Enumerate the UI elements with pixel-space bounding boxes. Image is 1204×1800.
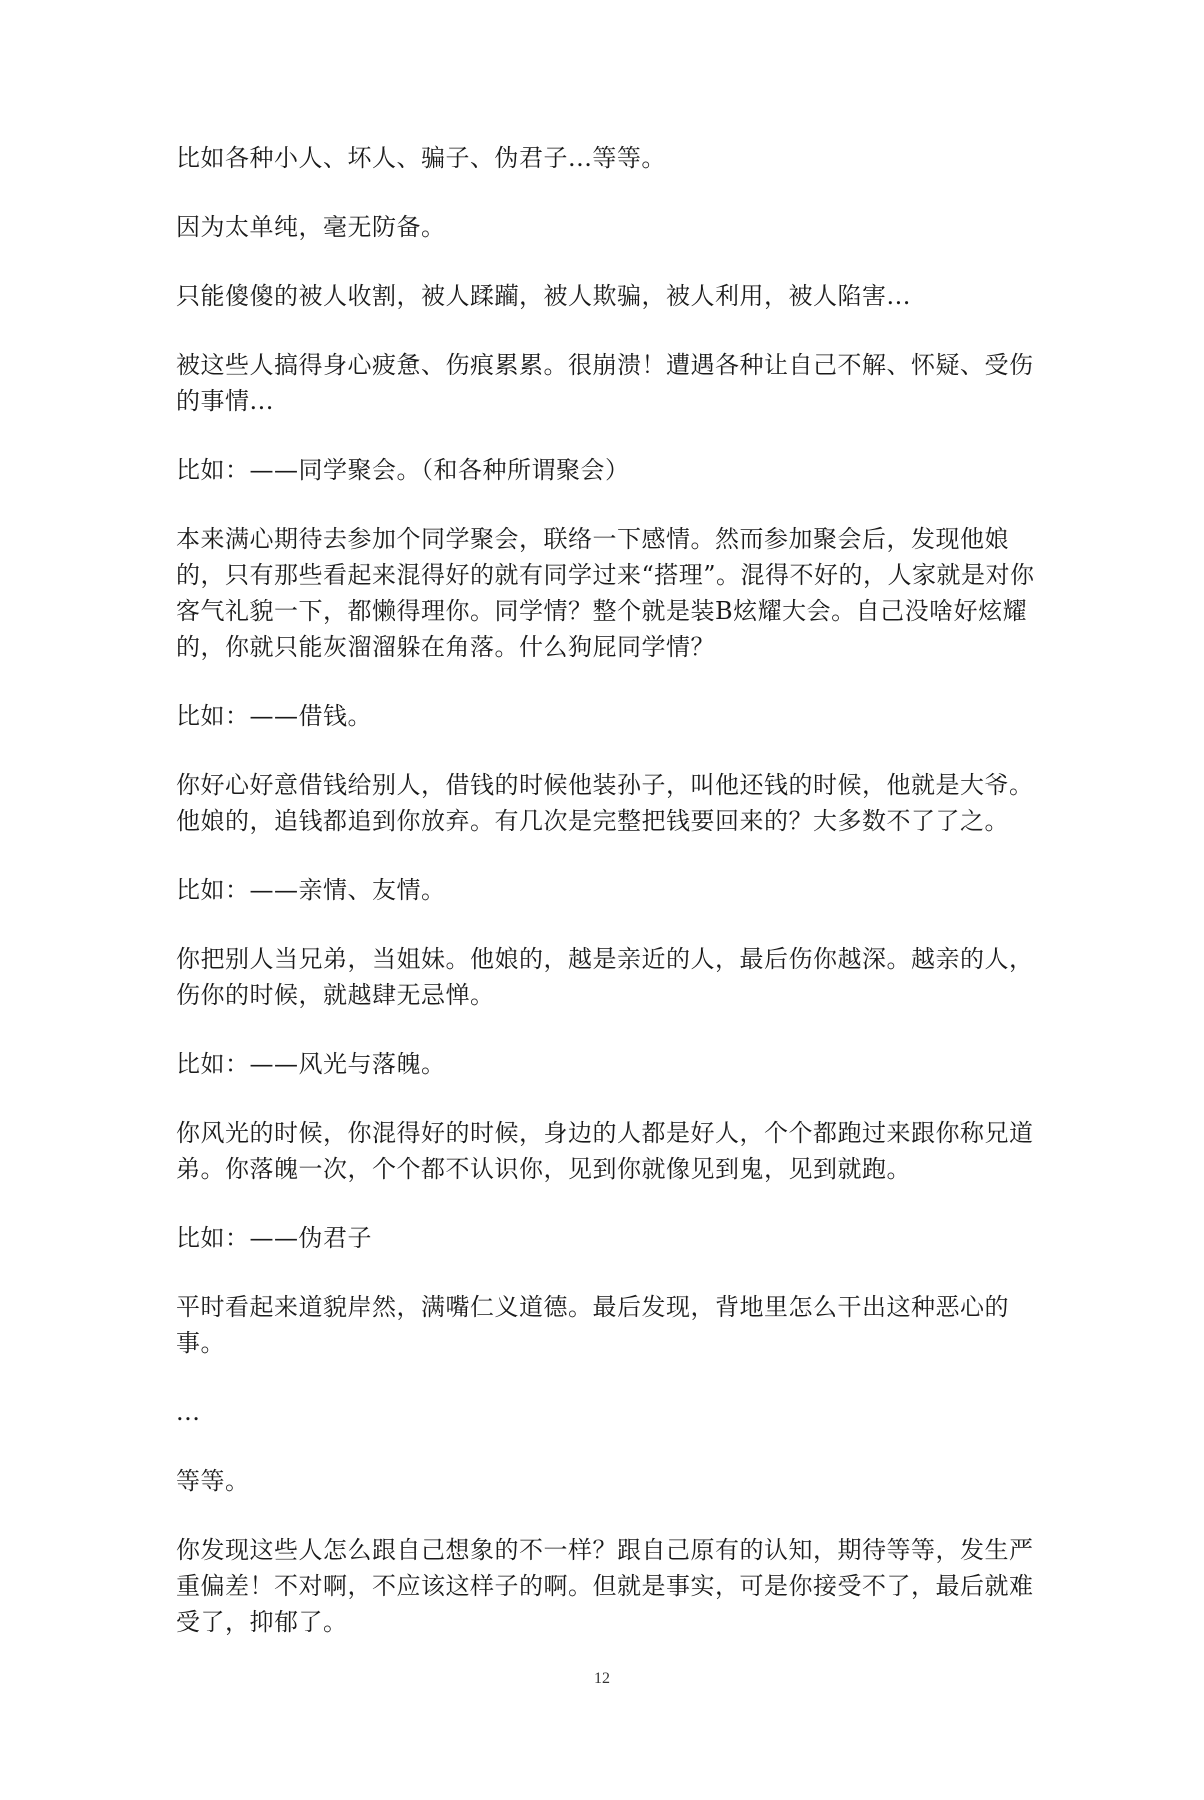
paragraph: 本来满心期待去参加个同学聚会，联络一下感情。然而参加聚会后，发现他娘的，只有那些看起来混得好的就有同学过来“搭理”。混得不好的，人家就是对你客气礼貌一下，都懒得理你。同学情？整个就是装B炫耀大会。自己没啥好炫耀的，你就只能灰溜溜躲在角落。什么狗屁同学情？ [176, 525, 1035, 661]
paragraph: 被这些人搞得身心疲惫、伤痕累累。很崩溃！遭遇各种让自己不解、怀疑、受伤的事情... [176, 351, 1034, 415]
body-text [176, 140, 1056, 1673]
paragraph: 你发现这些人怎么跟自己想象的不一样？跟自己原有的认知，期待等等，发生严重偏差！不对啊，不应该这样子的啊。但就是事实，可是你接受不了，最后就难受了，抑郁了。 [176, 1536, 1034, 1636]
paragraph: 等等。 [176, 1467, 250, 1495]
section-heading: 比如：——借钱。 [176, 702, 372, 730]
paragraph: 你风光的时候，你混得好的时候，身边的人都是好人，个个都跑过来跟你称兄道弟。你落魄一次，个个都不认识你，见到你就像见到鬼，见到就跑。 [176, 1119, 1034, 1183]
page-number: 12 [594, 1670, 610, 1687]
paragraph: 你把别人当兄弟，当姐妹。他娘的，越是亲近的人，最后伤你越深。越亲的人，伤你的时候，就越肆无忌惮。 [176, 945, 1034, 1009]
section-heading: 比如：——风光与落魄。 [176, 1050, 446, 1078]
section-heading: 比如：——同学聚会。（和各种所谓聚会） [176, 456, 630, 484]
paragraph: 平时看起来道貌岸然，满嘴仁义道德。最后发现，背地里怎么干出这种恶心的事。 [176, 1293, 1009, 1357]
section-heading: 比如：——亲情、友情。 [176, 876, 446, 904]
section-heading: 比如：——伪君子 [176, 1224, 372, 1252]
paragraph: 你好心好意借钱给别人，借钱的时候他装孙子，叫他还钱的时候，他就是大爷。他娘的，追钱都追到你放弃。有几次是完整把钱要回来的？大多数不了了之。 [176, 771, 1034, 835]
paragraph: 比如各种小人、坏人、骗子、伪君子...等等。 [176, 144, 666, 172]
paragraph: 因为太单纯，毫无防备。 [176, 213, 446, 241]
ellipsis: ... [176, 1398, 201, 1426]
paragraph: 只能傻傻的被人收割，被人蹂躏，被人欺骗，被人利用，被人陷害... [176, 282, 911, 310]
